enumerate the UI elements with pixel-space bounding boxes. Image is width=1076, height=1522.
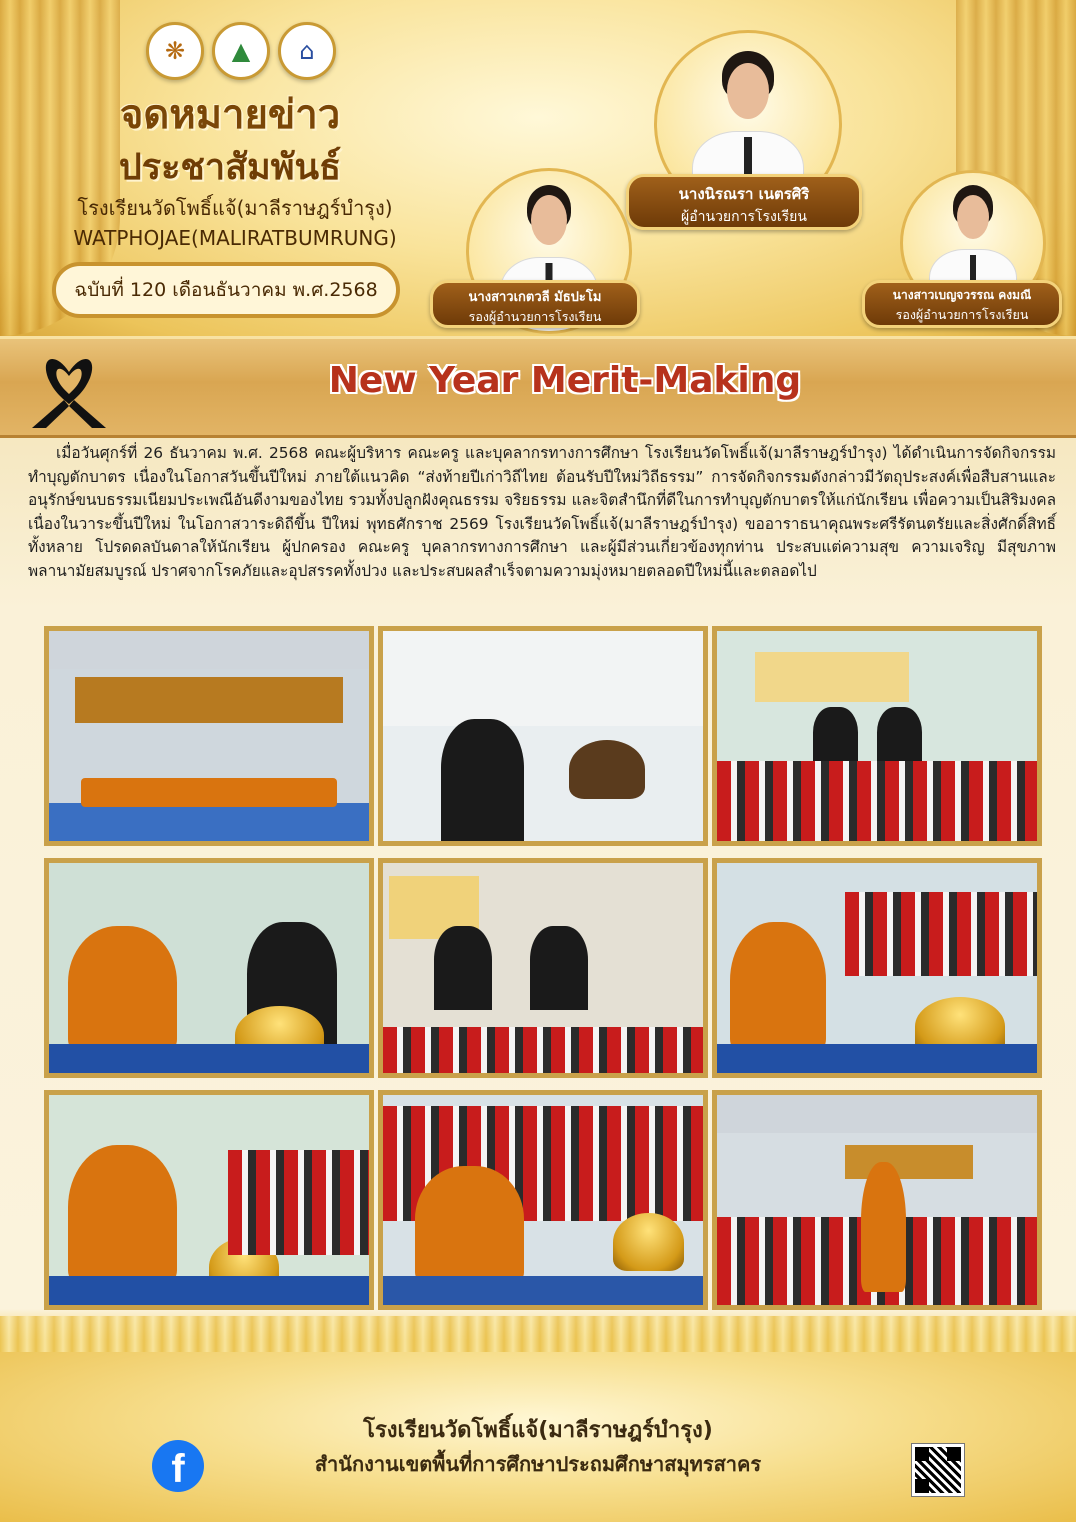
photo-grid (44, 626, 1042, 1310)
deputy-left-nameplate (430, 280, 640, 328)
director-role: ผู้อำนวยการโรงเรียน (681, 209, 807, 225)
deputy-right-nameplate (862, 280, 1062, 328)
photo-monks-row-with-students (44, 1090, 374, 1310)
director-name: นางนิรณรา เนตรศิริ (678, 185, 810, 203)
deputy-right-role: รองผู้อำนวยการโรงเรียน (895, 307, 1029, 322)
photo-teachers-at-altar (378, 858, 708, 1078)
logo-row (146, 22, 336, 80)
director-nameplate (626, 174, 862, 230)
footer-office-name: สำนักงานเขตพื้นที่การศึกษาประถมศึกษาสมุทรสาคร (314, 1452, 762, 1476)
activity-title: New Year Merit-Making (328, 360, 802, 401)
photo-teacher-lighting-candle (378, 626, 708, 846)
deputy-right-name: นางสาวเบญจวรรณ คงมณี (892, 288, 1032, 302)
footer-ornament (0, 1316, 1076, 1352)
district-emblem-icon: ▲ (212, 22, 270, 80)
newsletter-subtitle: ประชาสัมพันธ์ (118, 147, 342, 188)
photo-students-giving-alms (378, 1090, 708, 1310)
facebook-icon[interactable]: f (152, 1440, 204, 1492)
quality-school-emblem-icon: ⌂ (278, 22, 336, 80)
deputy-left-role: รองผู้อำนวยการโรงเรียน (468, 309, 602, 324)
school-name-english: WATPHOJAE(MALIRATBUMRUNG) (73, 226, 397, 250)
school-emblem-icon: ❋ (146, 22, 204, 80)
photo-monk-addressing-students (712, 1090, 1042, 1310)
mourning-ribbon-icon (26, 342, 112, 430)
qr-code-icon[interactable] (912, 1444, 964, 1496)
issue-label: ฉบับที่ 120 เดือนธันวาคม พ.ศ.2568 (74, 279, 378, 301)
school-name-thai: โรงเรียนวัดโพธิ์แจ้(มาลีราษฎร์บำรุง) (77, 196, 393, 220)
newsletter-title: จดหมายข่าว (119, 92, 341, 138)
photo-teachers-and-students-seated (712, 626, 1042, 846)
photo-offering-to-monks (44, 858, 374, 1078)
photo-stage-with-monks (44, 626, 374, 846)
photo-students-offering-food (712, 858, 1042, 1078)
deputy-left-name: นางสาวเกตวลี มัธปะโม (468, 290, 602, 305)
activity-description: เมื่อวันศุกร์ที่ 26 ธันวาคม พ.ศ. 2568 คณะผู้บริหาร คณะครู และบุคลากรทางการศึกษา โรงเรียนวัดโพธิ์แจ้(มาลีราษฎร์บำรุง) ได้ดำเนินการจัดกิจกรรมทำบุญตักบาตร เนื่องในโอกาสวันขึ้นปีใหม่ ภายใต้แนวคิด “ส่งท้ายปีเก่าวิถีไทย ต้อนรับปีใหม่วิถีธรรม” การจัดกิจกรรมดังกล่าวมีวัตถุประสงค์เพื่อสืบสานและอนุรักษ์ขนบธรรมเนียมประเพณีอันดีงามของไทย รวมทั้งปลูกฝังคุณธรรม จริยธรรม และจิตสำนึกที่ดีในการทำบุญตักบาตรให้แก่นักเรียน เพื่อความเป็นสิริมงคลเนื่องในวาระขึ้นปีใหม่ ในโอกาสวาระดิถีขึ้น ปีใหม่ พุทธศักราช 2569 โรงเรียนวัดโพธิ์แจ้(มาลีราษฎร์บำรุง) ขออาราธนาคุณพระศรีรัตนตรัยและสิ่งศักดิ์สิทธิ์ทั้งหลาย โปรดดลบันดาลให้นักเรียน ผู้ปกครอง คณะครู บุคลากรทางการศึกษา และผู้มีส่วนเกี่ยวข้องทุกท่าน ประสบแต่ความสุข ความเจริญ มีสุขภาพพลานามัยสมบูรณ์ ปราศจากโรคภัยและอุปสรรคทั้งปวง และประสบผลสำเร็จตามความมุ่งหมายตลอดปีใหม่นี้และตลอดไป (28, 444, 1056, 580)
footer-school-name: โรงเรียนวัดโพธิ์แจ้(มาลีราษฎร์บำรุง) (363, 1418, 713, 1443)
issue-badge (52, 262, 400, 318)
